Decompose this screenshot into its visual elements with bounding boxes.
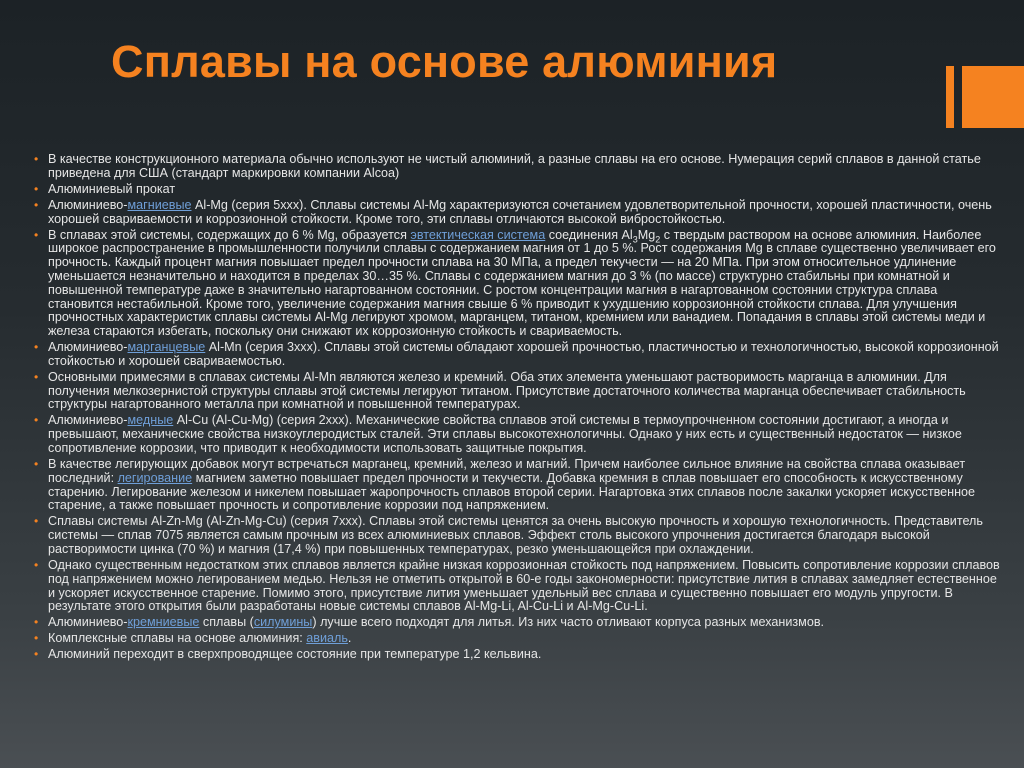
list-item <box>34 632 1004 646</box>
link-silicon[interactable]: кремниевые <box>127 615 200 630</box>
list-item <box>34 341 1004 369</box>
bullet-text: . <box>347 631 352 646</box>
list-item <box>34 153 1004 181</box>
bullet-text: В сплавах этой системы, содержащих до 6 % Mg, образуется <box>48 227 411 242</box>
bullet-text: Комплексные сплавы на основе алюминия: <box>48 631 307 646</box>
list-item <box>34 199 1004 227</box>
bullet-text: сплавы ( <box>199 615 254 630</box>
bullet-text: Алюминиево- <box>48 413 128 428</box>
link-magnesium[interactable]: магниевые <box>127 197 192 212</box>
decorative-block <box>962 66 1024 128</box>
link-silumins[interactable]: силумины <box>253 615 313 630</box>
bullet-text: Основными примесями в сплавах системы Al-Mn являются железо и кремний. Оба этих элемента уменьшают растворимость марганца в алюминии. Для получения мелкозернистой структуры сплавы этой системы легируют титаном. Присутствие достаточного количества марганца обеспечивает стабильность структуры нагартованного металла при комнатной и повышенной температурах. <box>48 369 966 412</box>
bullet-text: Сплавы системы Al-Zn-Mg (Al-Zn-Mg-Cu) (серия 7ххх). Сплавы этой системы ценятся за очень высокую прочность и хорошую технологичность. Представитель системы — сплав 7075 является самым прочным из всех алюминиевых сплавов. Эффект столь высокого упрочнения достигается благодаря высокой растворимости цинка (70 %) и магния (17,4 %) при повышенных температурах, резко уменьшающейся при охлаждении. <box>48 514 983 557</box>
link-eutectic-system[interactable]: эвтектическая система <box>410 227 546 242</box>
bullet-text: Al-Cu (Al-Cu-Mg) (серия 2ххх). Механические свойства сплавов этой системы в термоупрочненном состоянии достигают, а иногда и превышают, механические свойства низкоуглеродистых сталей. Эти сплавы высокотехнологичны. Однако у них есть и существенный недостаток — низкое сопротивление коррозии, что приводит к необходимости использовать защитные покрытия. <box>48 413 962 456</box>
link-copper[interactable]: медные <box>127 413 174 428</box>
bullet-text: Алюминиево- <box>48 615 128 630</box>
list-item <box>34 414 1004 455</box>
list-item <box>34 515 1004 556</box>
bullet-text: Алюминиево- <box>48 197 128 212</box>
bullet-text: Алюминиевый прокат <box>48 181 176 196</box>
bullet-text: Al-Mn (серия 3ххх). Сплавы этой системы обладают хорошей прочностью, пластичностью и технологичностью, высокой коррозионной стойкостью и хорошей свариваемостью. <box>48 340 999 368</box>
list-item <box>34 229 1004 339</box>
link-manganese[interactable]: марганцевые <box>127 340 206 355</box>
bullet-text: с твердым раствором на основе алюминия. Наиболее широкое распространение в промышленности получили сплавы с содержанием магния от 1 до 5 %. Рост содержания Mg в сплаве существенно увеличивает его прочность. Каждый процент магния повышает предел прочности сплава на 30 МПа, а предел текучести — на 20 МПа. При этом относительное удлинение уменьшается незначительно и находится в пределах 30…35 %. Сплавы с содержанием магния до 3 % (по массе) структурно стабильны при комнатной и повышенной температуре даже в значительно нагартованном состоянии. С ростом концентрации магния в нагартованном состоянии структура сплава становится нестабильной. Кроме того, увеличение содержания магния свыше 6 % приводит к ухудшению коррозионной стойкости сплава. Для улучшения прочностных характеристик сплавы системы Al-Mg легируют хромом, марганцем, титаном, кремнием или ванадием. Попадания в сплавы этой системы меди и железа стараются избегать, поскольку они снижают их коррозионную стойкость и свариваемость. <box>48 227 996 339</box>
bullet-text: Al-Mg (серия 5ххх). Сплавы системы Al-Mg характеризуются сочетанием удовлетворительной прочности, хорошей пластичности, очень хорошей свариваемости и коррозионной стойкости. Кроме того, эти сплавы отличаются высокой вибростойкостью. <box>48 197 992 226</box>
bullet-text: Mg <box>637 227 656 242</box>
slide-title: Сплавы на основе алюминия <box>111 36 778 87</box>
list-item <box>34 183 1004 197</box>
list-item <box>34 371 1004 412</box>
subscript: 3 <box>632 234 638 245</box>
bullet-text: Алюминий переходит в сверхпроводящее состояние при температуре 1,2 кельвина. <box>48 647 542 662</box>
list-item <box>34 648 1004 662</box>
list-item <box>34 616 1004 630</box>
link-alloying[interactable]: легирование <box>117 470 193 485</box>
link-avial[interactable]: авиаль <box>306 631 348 646</box>
bullet-text: Алюминиево- <box>48 340 128 355</box>
subscript: 2 <box>655 234 661 245</box>
list-item <box>34 458 1004 513</box>
list-item <box>34 559 1004 614</box>
bullet-list <box>34 153 1004 664</box>
bullet-text: В качестве легирующих добавок могут встречаться марганец, кремний, железо и магний. Причем наиболее сильное влияние на свойства сплава оказывает последний: <box>48 457 966 485</box>
bullet-text: Однако существенным недостатком этих сплавов является крайне низкая коррозионная стойкость под напряжением. Повысить сопротивление коррозии сплавов под напряжением можно легированием медью. Нельзя не отметить открытой в 60-е годы закономерности: присутствие лития в сплавах замедляет естественное и ускоряет искусственное старение. Помимо этого, присутствие лития уменьшает удельный вес сплава и существенно повышает его модуль упругости. В результате этого открытия были разработаны новые системы сплавов Al-Mg-Li, Al-Cu-Li и Al-Mg-Cu-Li. <box>48 558 1000 614</box>
bullet-text: ) лучше всего подходят для литья. Из них часто отливают корпуса разных механизмов. <box>312 615 825 630</box>
bullet-text: В качестве конструкционного материала обычно используют не чистый алюминий, а разные сплавы на его основе. Нумерация серий сплавов в данной статье приведена для США (стандарт маркировки компании Alcoa) <box>48 152 981 180</box>
bullet-text: соединения Al <box>545 227 633 242</box>
decorative-bar <box>946 66 954 128</box>
bullet-text: магнием заметно повышает предел прочности и текучести. Добавка кремния в сплав повышает его способность к искусственному старению. Легирование железом и никелем повышает жаропрочность сплавов второй серии. Нагартовка этих сплавов после закалки ускоряет искусственное старение, а также повышает прочность и сопротивление коррозии под напряжением. <box>48 470 976 513</box>
